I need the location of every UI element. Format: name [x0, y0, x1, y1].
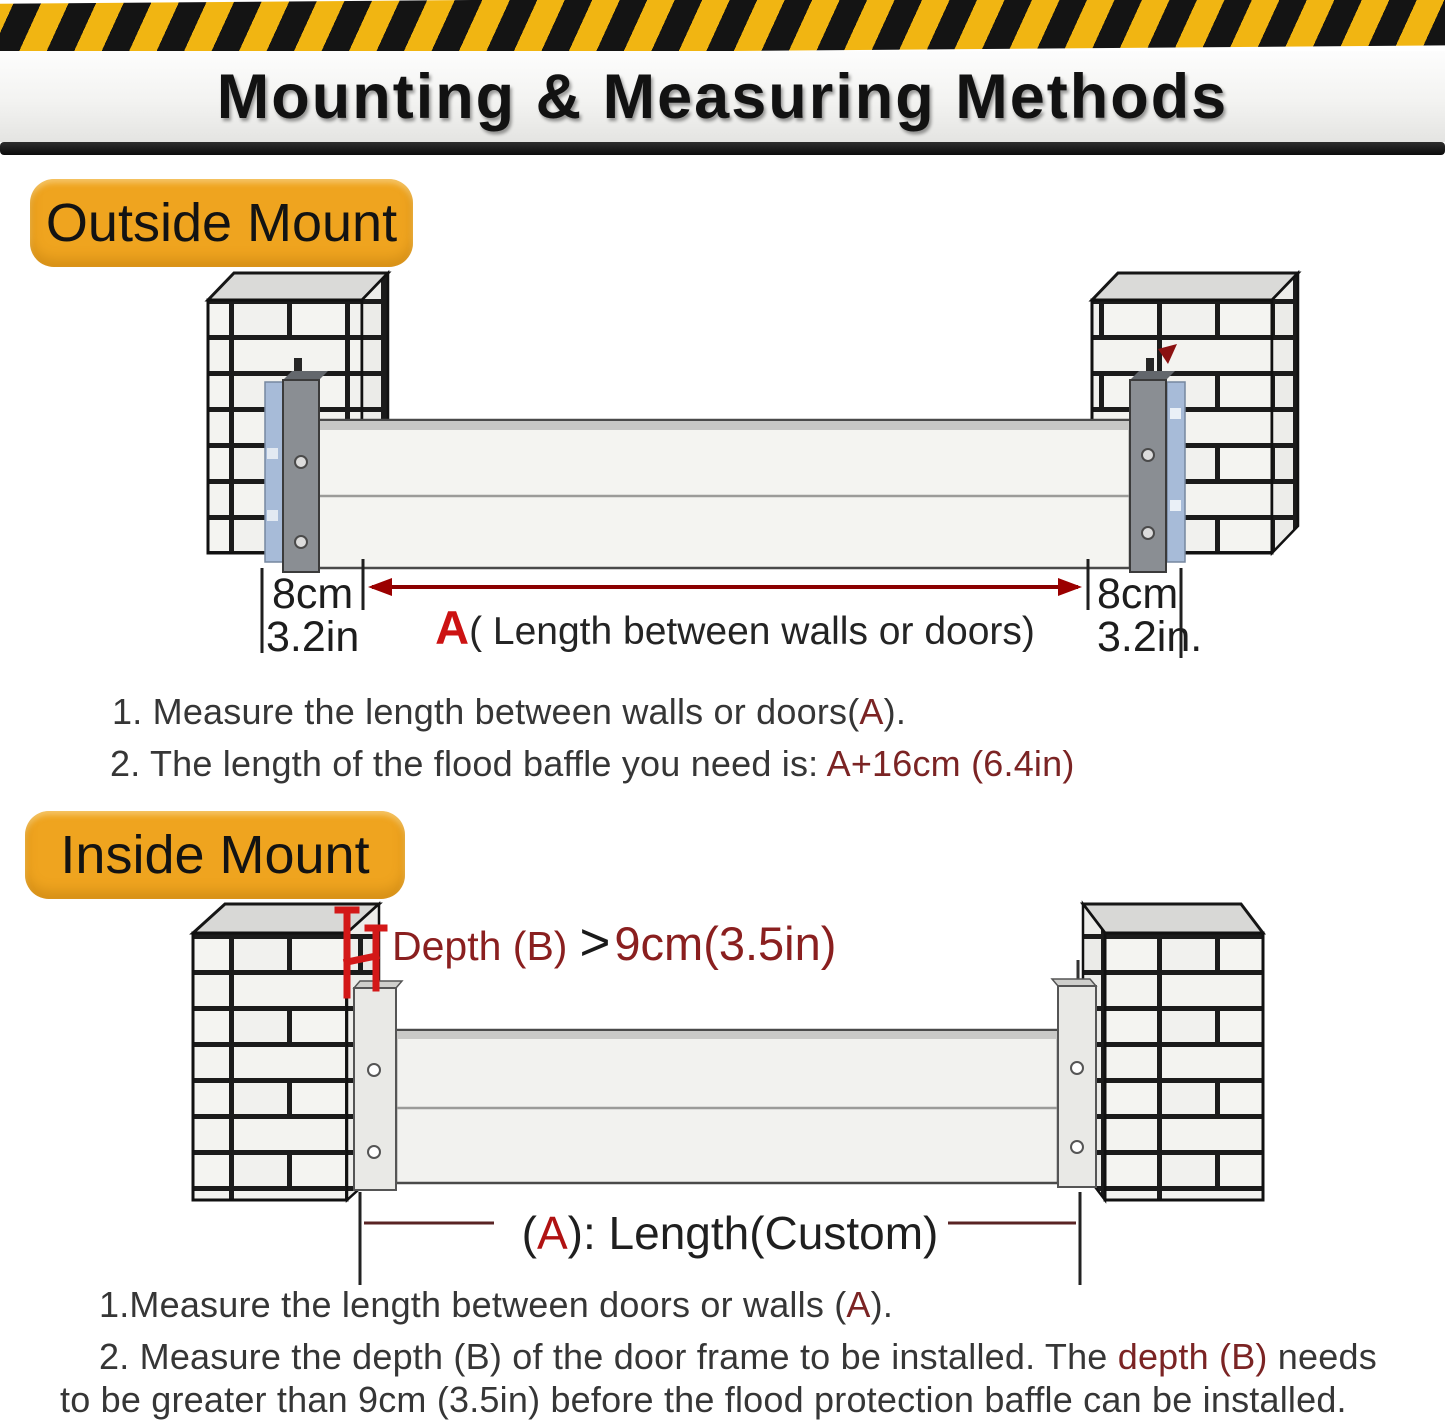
inside-step-2-line-1: 2. Measure the depth (B) of the door frame to be installed. The depth (B) needs — [99, 1336, 1377, 1377]
inside-mount-label — [25, 811, 405, 899]
dim-left-cm: 8cm — [272, 570, 354, 618]
dim-left-inch: 3.2in — [266, 613, 360, 661]
left-wall — [193, 904, 379, 1200]
dimension-arrow — [368, 578, 1082, 596]
mounting-channel-left — [265, 358, 328, 572]
outside-step-1: 1. Measure the length between walls or doors(A). — [112, 691, 907, 732]
inside-step-1: 1.Measure the length between doors or walls (A). — [99, 1284, 894, 1325]
inside-mount-label-text: Inside Mount — [60, 825, 370, 885]
page-title: Mounting & Measuring Methods — [216, 61, 1229, 132]
flood-barrier — [396, 1030, 1058, 1183]
depth-name: Depth (B) — [392, 923, 568, 969]
length-a-marker: A — [536, 1207, 568, 1259]
hazard-stripe-banner — [0, 0, 1445, 57]
dim-right-cm: 8cm — [1097, 570, 1179, 618]
length-between-walls-label: A( Length between walls or doors) — [435, 601, 1035, 654]
title-strip — [0, 51, 1445, 142]
length-a-marker: A — [435, 601, 470, 654]
mounting-channel-right — [1052, 960, 1096, 1187]
length-custom-label: (A): Length(Custom) — [521, 1207, 939, 1259]
inside-step-2-line-2: to be greater than 9cm (3.5in) before the flood protection baffle can be installed. — [60, 1379, 1347, 1420]
dim-right-inch: 3.2in. — [1097, 613, 1203, 661]
depth-value: 9cm(3.5in) — [614, 917, 837, 970]
outside-mount-label — [30, 179, 413, 267]
header-divider — [0, 142, 1445, 155]
outside-mount-label-text: Outside Mount — [45, 193, 398, 253]
flood-barrier — [318, 420, 1130, 568]
depth-requirement-label — [392, 912, 836, 973]
right-wall — [1083, 904, 1263, 1200]
greater-than-sign: > — [579, 913, 611, 972]
outside-step-2: 2. The length of the flood baffle you need is: A+16cm (6.4in) — [110, 743, 1075, 784]
mounting-channel-left — [354, 981, 402, 1190]
